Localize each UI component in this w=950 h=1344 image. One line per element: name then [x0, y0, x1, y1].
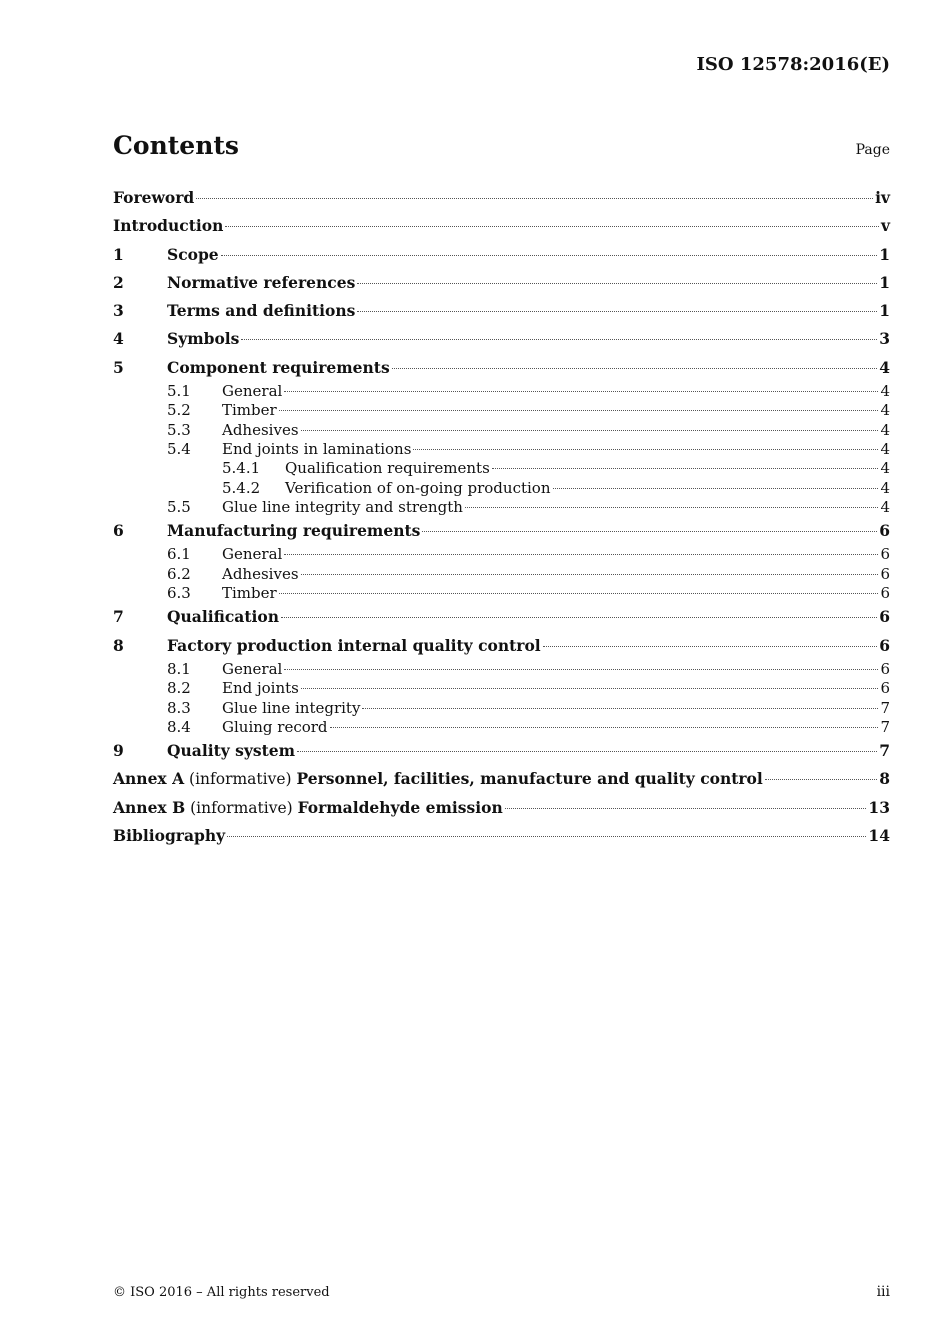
toc-entry-title: End joints: [222, 679, 299, 698]
toc-entry-title: General: [222, 659, 283, 678]
toc-entry-page: 4: [880, 382, 890, 401]
dot-leader: [227, 835, 866, 837]
dot-leader: [392, 367, 878, 369]
toc-entry-number: 1: [113, 244, 124, 264]
toc-entry-page: 6: [880, 545, 890, 564]
toc-entry-number: 7: [113, 607, 124, 627]
dot-leader: [297, 750, 877, 752]
toc-entry-page: 6: [879, 607, 890, 627]
toc-entry-title: Glue line integrity: [222, 698, 361, 717]
table-of-contents: [113, 184, 890, 850]
toc-entry-title: Manufacturing requirements: [167, 521, 421, 541]
dot-leader: [281, 616, 877, 618]
dot-leader: [465, 506, 879, 508]
annex-title: Personnel, facilities, manufacture and quality control: [296, 769, 763, 789]
toc-entry[interactable]: [113, 794, 890, 822]
toc-entry-title: Annex B (informative) Formaldehyde emission: [113, 797, 503, 817]
toc-entry-number: 6.2: [167, 564, 191, 583]
toc-entry-page: 6: [879, 521, 890, 541]
toc-entry-page: 7: [880, 717, 890, 736]
toc-entry[interactable]: [113, 184, 890, 212]
toc-entry-title: General: [222, 382, 283, 401]
toc-entry[interactable]: [113, 679, 890, 698]
toc-entry[interactable]: [113, 584, 890, 603]
toc-entry-title: Adhesives: [222, 420, 299, 439]
toc-entry-page: 6: [880, 679, 890, 698]
toc-entry[interactable]: [113, 603, 890, 631]
toc-entry[interactable]: [113, 212, 890, 240]
toc-entry[interactable]: [113, 822, 890, 850]
copyright-notice: © ISO 2016 – All rights reserved: [113, 1285, 330, 1300]
dot-leader: [279, 409, 879, 411]
dot-leader: [330, 726, 879, 728]
toc-entry-number: 5.4.1: [222, 459, 261, 478]
toc-entry[interactable]: [113, 737, 890, 765]
toc-entry[interactable]: [113, 421, 890, 440]
toc-entry-page: 4: [880, 420, 890, 439]
toc-entry-number: 5.3: [167, 420, 191, 439]
toc-entry-number: 2: [113, 272, 124, 292]
toc-entry[interactable]: [113, 765, 890, 793]
toc-entry[interactable]: [113, 517, 890, 545]
toc-entry-title: Glue line integrity and strength: [222, 497, 463, 516]
toc-entry-title: Introduction: [113, 216, 224, 236]
toc-entry-title: Timber: [222, 401, 277, 420]
toc-entry-page: v: [880, 216, 890, 236]
dot-leader: [279, 592, 879, 594]
page-column-label: Page: [855, 142, 890, 158]
toc-entry-number: 8.1: [167, 659, 191, 678]
toc-entry-page: 7: [880, 698, 890, 717]
toc-entry-number: 5: [113, 357, 124, 377]
toc-entry-number: 5.2: [167, 401, 191, 420]
dot-leader: [284, 390, 878, 392]
toc-entry-number: 5.1: [167, 382, 191, 401]
toc-entry-title: Verification of on-going production: [285, 478, 551, 497]
toc-entry[interactable]: [113, 241, 890, 269]
dot-leader: [413, 448, 878, 450]
toc-entry[interactable]: [113, 401, 890, 420]
toc-entry-number: 8: [113, 635, 124, 655]
toc-entry-page: 1: [879, 301, 890, 321]
toc-entry-number: 6: [113, 521, 124, 541]
toc-entry[interactable]: [113, 269, 890, 297]
toc-entry-page: 14: [868, 826, 890, 846]
toc-entry-title: Quality system: [167, 741, 296, 761]
toc-entry-number: 9: [113, 741, 124, 761]
toc-entry-number: 3: [113, 301, 124, 321]
toc-entry[interactable]: [113, 479, 890, 498]
toc-entry[interactable]: [113, 545, 890, 564]
dot-leader: [357, 310, 877, 312]
toc-entry-title: Symbols: [167, 329, 240, 349]
toc-entry-title: End joints in laminations: [222, 439, 412, 458]
toc-entry-page: 1: [879, 244, 890, 264]
toc-entry-page: 4: [880, 497, 890, 516]
toc-entry[interactable]: [113, 565, 890, 584]
toc-entry[interactable]: [113, 498, 890, 517]
dot-leader: [357, 282, 877, 284]
toc-entry-number: 6.3: [167, 584, 191, 603]
toc-entry-number: 8.4: [167, 717, 191, 736]
toc-entry-page: 6: [879, 635, 890, 655]
toc-entry-page: 6: [880, 564, 890, 583]
toc-entry[interactable]: [113, 699, 890, 718]
toc-entry-title: Annex A (informative) Personnel, facilities, manufacture and quality control: [113, 769, 763, 789]
toc-entry-page: 4: [879, 357, 890, 377]
dot-leader: [301, 573, 879, 575]
toc-entry[interactable]: [113, 382, 890, 401]
toc-entry-page: 4: [880, 478, 890, 497]
toc-entry-page: 8: [879, 769, 890, 789]
toc-entry-title: Normative references: [167, 272, 356, 292]
toc-entry-title: Qualification: [167, 607, 279, 627]
toc-entry-number: 5.4: [167, 439, 191, 458]
dot-leader: [221, 254, 878, 256]
toc-entry-number: 4: [113, 329, 124, 349]
toc-entry-number: 6.1: [167, 545, 191, 564]
toc-entry-title: Qualification requirements: [285, 459, 490, 478]
dot-leader: [196, 197, 873, 199]
toc-entry[interactable]: [113, 325, 890, 353]
dot-leader: [765, 778, 877, 780]
toc-entry-title: Scope: [167, 244, 219, 264]
toc-entry[interactable]: [113, 459, 890, 478]
toc-entry-title: Foreword: [113, 188, 195, 207]
toc-entry-title: General: [222, 545, 283, 564]
annex-informative-note: (informative): [185, 798, 298, 817]
toc-entry-page: 13: [868, 797, 890, 817]
annex-informative-note: (informative): [184, 770, 297, 789]
dot-leader: [505, 807, 867, 809]
dot-leader: [362, 707, 878, 709]
document-id: ISO 12578:2016(E): [696, 54, 890, 75]
toc-entry[interactable]: [113, 718, 890, 737]
toc-entry[interactable]: [113, 354, 890, 382]
toc-entry-page: 4: [880, 439, 890, 458]
toc-entry[interactable]: [113, 297, 890, 325]
toc-entry-page: 4: [880, 401, 890, 420]
toc-entry-page: iv: [875, 188, 890, 207]
dot-leader: [553, 487, 879, 489]
page-number: iii: [876, 1284, 890, 1300]
toc-entry-title: Timber: [222, 584, 277, 603]
toc-entry-page: 7: [879, 741, 890, 761]
toc-entry-number: 8.2: [167, 679, 191, 698]
toc-entry-page: 6: [880, 584, 890, 603]
toc-entry-page: 1: [879, 272, 890, 292]
toc-entry-title: Terms and definitions: [167, 301, 356, 321]
toc-entry-number: 5.4.2: [222, 478, 261, 497]
dot-leader: [492, 467, 879, 469]
toc-entry-page: 3: [879, 329, 890, 349]
toc-entry-title: Factory production internal quality control: [167, 635, 541, 655]
toc-entry-title: Gluing record: [222, 717, 328, 736]
toc-entry-number: 5.5: [167, 497, 191, 516]
toc-entry[interactable]: [113, 632, 890, 660]
toc-entry-title: Adhesives: [222, 564, 299, 583]
annex-title: Formaldehyde emission: [297, 797, 503, 817]
dot-leader: [241, 338, 877, 340]
toc-entry-page: 4: [880, 459, 890, 478]
toc-entry-number: 8.3: [167, 698, 191, 717]
page-title: Contents: [113, 131, 240, 160]
dot-leader: [301, 429, 879, 431]
toc-entry-title: Component requirements: [167, 357, 390, 377]
dot-leader: [284, 668, 878, 670]
dot-leader: [301, 687, 879, 689]
toc-entry-page: 6: [880, 659, 890, 678]
dot-leader: [543, 645, 878, 647]
dot-leader: [284, 553, 878, 555]
toc-entry-title: Bibliography: [113, 826, 226, 846]
toc-entry[interactable]: [113, 440, 890, 459]
dot-leader: [225, 225, 879, 227]
dot-leader: [422, 530, 877, 532]
toc-entry[interactable]: [113, 660, 890, 679]
